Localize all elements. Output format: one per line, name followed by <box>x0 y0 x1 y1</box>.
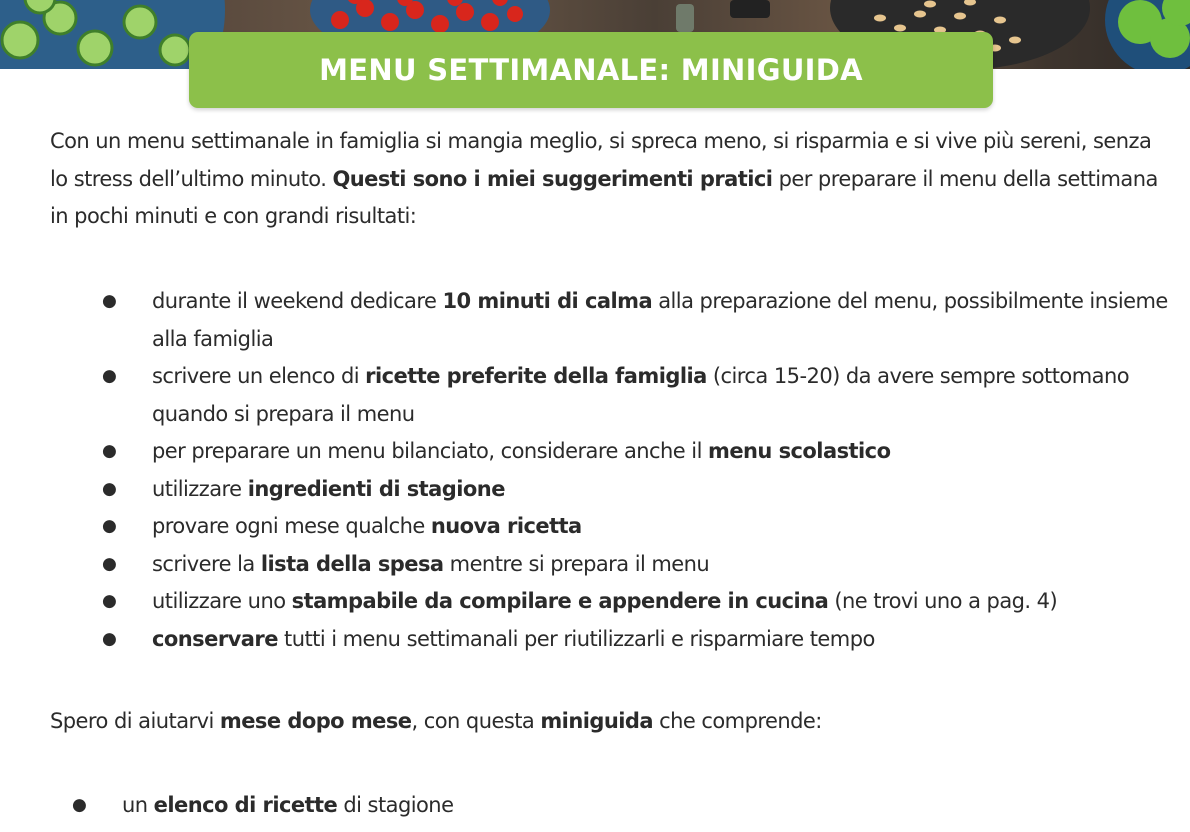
list-item: ● durante il weekend dedicare 10 minuti di calma alla preparazione del menu, possibilmente insieme alla famiglia <box>102 283 1172 358</box>
list-item: ● utilizzare uno stampabile da compilare e appendere in cucina (ne trovi uno a pag. 4) <box>102 583 1172 621</box>
intro-text: Con un menu settimanale in famiglia si mangia meglio, si spreca meno, si risparmia e si vive più sereni, senza lo stress dell’ultimo minuto. <box>50 129 1152 191</box>
list-item: ● per preparare un menu bilanciato, considerare anche il menu scolastico <box>102 433 1172 471</box>
list-item: ● un elenco di ricette di stagione <box>72 787 1142 825</box>
page-title: MENU SETTIMANALE: MINIGUIDA <box>319 53 863 87</box>
title-banner <box>189 32 993 108</box>
bullet-icon: ● <box>102 516 117 536</box>
list-item: ● scrivere la lista della spesa mentre si prepara il menu <box>102 546 1172 584</box>
contents-list <box>72 787 1142 825</box>
bullet-icon: ● <box>102 366 117 386</box>
bullet-icon: ● <box>102 478 117 499</box>
bullet-icon: ● <box>102 291 117 311</box>
bullet-icon: ● <box>102 628 117 649</box>
intro-text-end: per preparare il menu della settimana in pochi minuti e con grandi risultati: <box>50 166 1158 228</box>
tips-list <box>102 283 1172 658</box>
list-item: ● scrivere un elenco di ricette preferite della famiglia (circa 15-20) da avere sempre sottomano quando si prepara il menu <box>102 358 1172 433</box>
bullet-icon: ● <box>102 441 117 461</box>
list-item: ● utilizzare ingredienti di stagione <box>102 471 1172 509</box>
intro-paragraph <box>50 123 1160 236</box>
guide-paragraph: Spero di aiutarvi mese dopo mese, con questa miniguida che comprende: <box>50 709 822 733</box>
bullet-icon: ● <box>102 553 117 574</box>
intro-bold-text: Questi sono i miei suggerimenti pratici <box>332 166 773 191</box>
list-item: ● conservare tutti i menu settimanali per riutilizzarli e risparmiare tempo <box>102 621 1172 659</box>
bullet-icon: ● <box>102 591 117 611</box>
bullet-icon: ● <box>72 795 87 815</box>
list-item: ● provare ogni mese qualche nuova ricetta <box>102 508 1172 546</box>
